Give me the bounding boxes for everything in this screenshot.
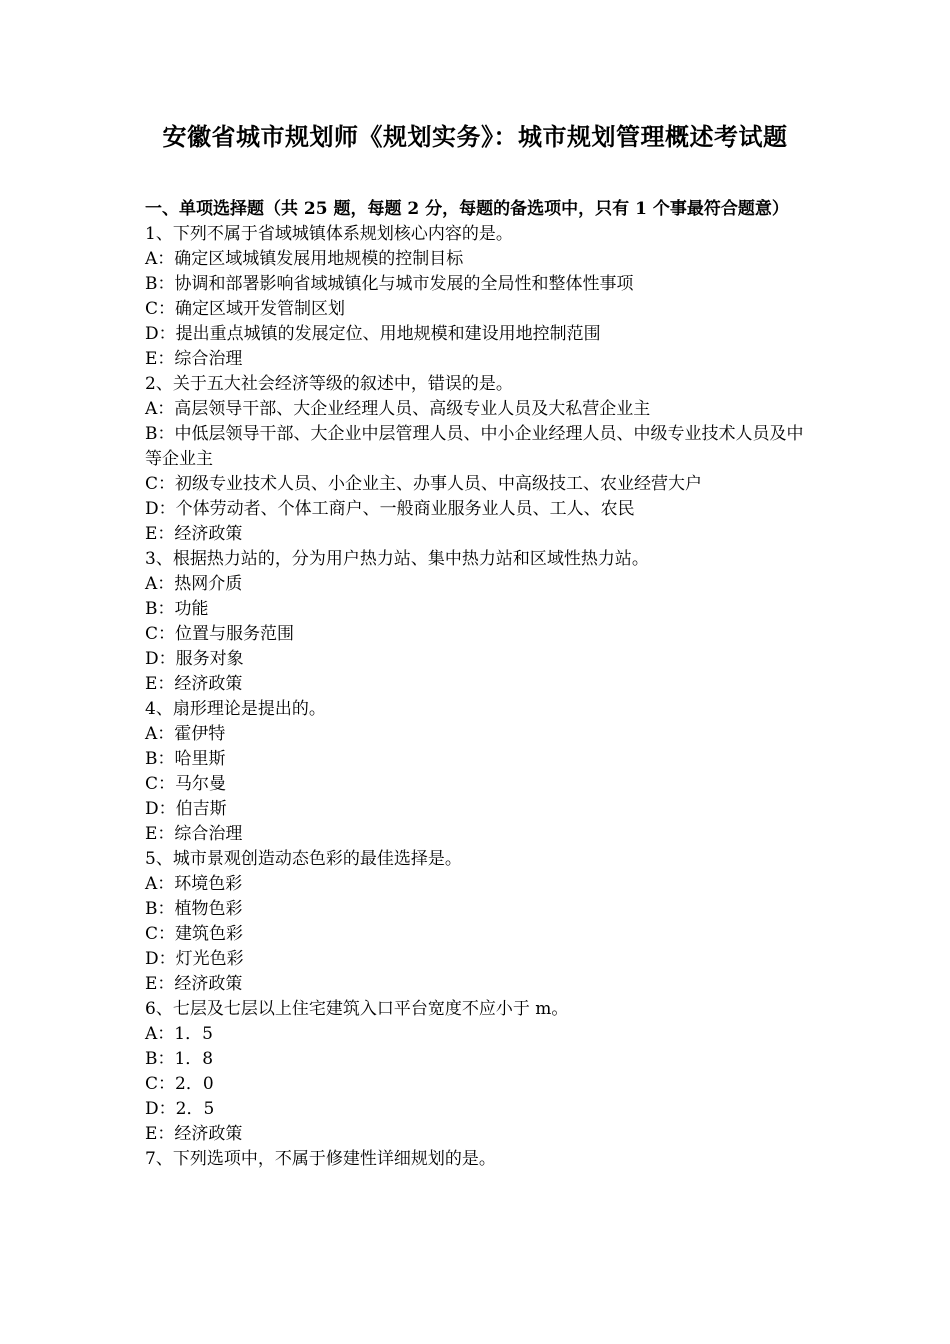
answer-option: E：经济政策 — [145, 674, 243, 694]
answer-option: A：1．5 — [145, 1024, 213, 1044]
question-stem: 6、七层及七层以上住宅建筑入口平台宽度不应小于 m。 — [145, 999, 569, 1019]
answer-option: C：初级专业技术人员、小企业主、办事人员、中高级技工、农业经营大户 — [145, 474, 703, 494]
answer-option: D：提出重点城镇的发展定位、用地规模和建设用地控制范围 — [145, 324, 601, 344]
answer-option: B：中低层领导干部、大企业中层管理人员、中小企业经理人员、中级专业技术人员及中等企业主 — [145, 424, 804, 469]
question-block — [145, 222, 813, 372]
answer-option: A：霍伊特 — [145, 724, 226, 744]
answer-option: E：经济政策 — [145, 524, 243, 544]
question-stem: 2、关于五大社会经济等级的叙述中，错误的是。 — [145, 374, 513, 394]
answer-option: C：2．0 — [145, 1074, 214, 1094]
question-stem: 7、下列选项中，不属于修建性详细规划的是。 — [145, 1149, 496, 1169]
answer-option: C：马尔曼 — [145, 774, 227, 794]
answer-option: C：位置与服务范围 — [145, 624, 295, 644]
answer-option: B：1．8 — [145, 1049, 214, 1069]
question-block — [145, 847, 813, 997]
answer-option: E：综合治理 — [145, 349, 243, 369]
question-block — [145, 997, 813, 1147]
answer-option: C：确定区域开发管制区划 — [145, 299, 346, 319]
answer-option: B：植物色彩 — [145, 899, 243, 919]
answer-option: A：确定区域城镇发展用地规模的控制目标 — [145, 249, 464, 269]
document-title: 安徽省城市规划师《规划实务》：城市规划管理概述考试题 — [162, 122, 788, 151]
question-stem: 1、下列不属于省域城镇体系规划核心内容的是。 — [145, 224, 513, 244]
answer-option: D：伯吉斯 — [145, 799, 227, 819]
question-stem: 3、根据热力站的，分为用户热力站、集中热力站和区域性热力站。 — [145, 549, 649, 569]
question-block — [145, 1147, 813, 1172]
answer-option: A：热网介质 — [145, 574, 243, 594]
answer-option: E：经济政策 — [145, 1124, 243, 1144]
answer-option: E：综合治理 — [145, 824, 243, 844]
question-block — [145, 697, 813, 847]
question-block — [145, 372, 813, 547]
answer-option: B：哈里斯 — [145, 749, 226, 769]
question-block — [145, 547, 813, 697]
answer-option: D：个体劳动者、个体工商户、一般商业服务业人员、工人、农民 — [145, 499, 635, 519]
answer-option: B：功能 — [145, 599, 209, 619]
section-heading: 一、单项选择题（共 25 题，每题 2 分，每题的备选项中，只有 1 个事最符合题意） — [145, 199, 789, 219]
answer-option: E：经济政策 — [145, 974, 243, 994]
answer-option: D：灯光色彩 — [145, 949, 244, 969]
answer-option: A：高层领导干部、大企业经理人员、高级专业人员及大私营企业主 — [145, 399, 651, 419]
answer-option: D：服务对象 — [145, 649, 244, 669]
question-stem: 5、城市景观创造动态色彩的最佳选择是。 — [145, 849, 462, 869]
answer-option: B：协调和部署影响省域城镇化与城市发展的全局性和整体性事项 — [145, 274, 634, 294]
answer-option: D：2．5 — [145, 1099, 215, 1119]
answer-option: C：建筑色彩 — [145, 924, 244, 944]
document-body — [145, 197, 813, 1172]
question-stem: 4、扇形理论是提出的。 — [145, 699, 326, 719]
answer-option: A：环境色彩 — [145, 874, 243, 894]
